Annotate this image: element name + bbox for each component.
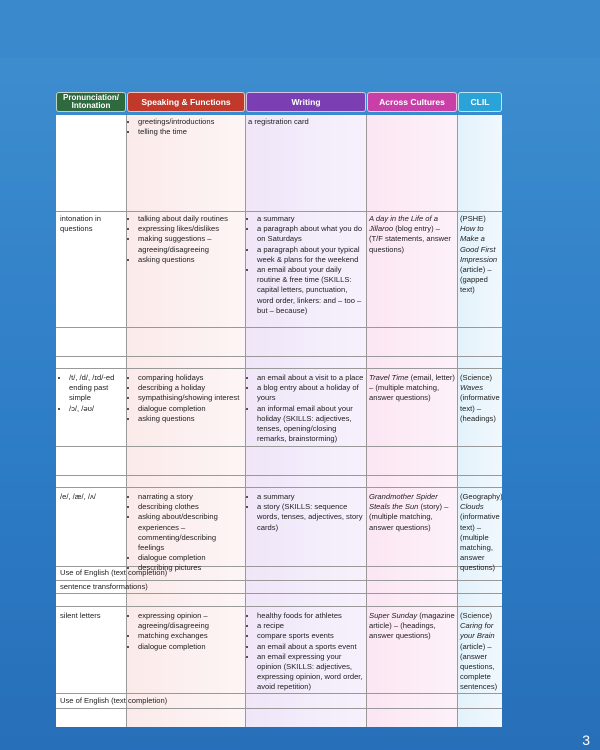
row-divider — [56, 211, 502, 212]
column-headers — [56, 92, 502, 114]
list-item: • describing pictures — [138, 563, 243, 573]
clil-title: Caring for your Brain — [460, 621, 495, 641]
row1-speaking — [129, 117, 243, 137]
reading-title: Grandmother Spider Steals the Sun — [369, 492, 438, 512]
row2-writing — [248, 214, 365, 316]
row3-writing — [248, 373, 365, 444]
list-item: • describing a holiday — [138, 383, 243, 393]
row4-pronunciation: /e/, /æ/, /ʌ/ — [60, 492, 96, 501]
clil-details: (informative text) – (multiple matching, answer questions) — [460, 512, 500, 573]
reading-title: Super Sunday — [369, 611, 418, 620]
list-item: • asking about/describing experiences – commenting/describing feelings — [138, 512, 243, 553]
list-item: • expressing likes/dislikes — [138, 224, 243, 234]
row-divider — [56, 580, 502, 581]
reading-title: A day in the Life of a Jillaroo — [369, 214, 438, 234]
row3-pronunciation — [60, 373, 125, 414]
header-speaking: Speaking & Functions — [127, 92, 245, 112]
list-item: • an email about your daily routine & free time (SKILLS: capital letters, punctuation, word order, linkers: and – too – but – because) — [257, 265, 365, 316]
row-divider — [56, 606, 502, 607]
header-clil: CLIL — [458, 92, 502, 112]
list-item: • a summary — [257, 492, 365, 502]
list-item: • sympathising/showing interest — [138, 393, 243, 403]
list-item: • asking questions — [138, 414, 243, 424]
clil-details: (informative text) – (headings) — [460, 393, 500, 423]
list-item: • a paragraph about what you do on Saturdays — [257, 224, 365, 244]
reading-details: (blog entry) – (T/F statements, answer questions) — [369, 224, 451, 254]
row3-clil — [460, 373, 502, 424]
list-item: • /ɔ/, /əʊ/ — [69, 404, 125, 414]
row5-cultures — [369, 611, 455, 642]
list-item: • a summary — [257, 214, 365, 224]
row-divider — [56, 327, 502, 328]
row4-speaking — [129, 492, 243, 574]
list-item: • a paragraph about your typical week & plans for the weekend — [257, 245, 365, 265]
row2-speaking — [129, 214, 243, 265]
header-across-cultures: Across Cultures — [367, 92, 457, 112]
row3-cultures — [369, 373, 455, 404]
row4-cultures — [369, 492, 455, 533]
row-divider — [56, 708, 502, 709]
list-item: • an email about a visit to a place — [257, 373, 365, 383]
list-item: • an email expressing your opinion (SKILLS: adjectives, expressing opinion, word order, avoid repetition) — [257, 652, 365, 693]
row-divider — [56, 475, 502, 476]
clil-title: Waves — [460, 383, 484, 393]
row2-pronunciation: intonation in questions — [60, 214, 101, 234]
sentence-transformations-line: sentence transformations) — [60, 582, 148, 591]
list-item: • narrating a story — [138, 492, 243, 502]
clil-details: (article) – (gapped text) — [460, 265, 492, 295]
reading-details: (email, letter) – (multiple matching, answer questions) — [369, 373, 455, 403]
list-item: • an informal email about your holiday (SKILLS: adjectives, tenses, opening/closing remarks, brainstorming) — [257, 404, 365, 445]
list-item: • asking questions — [138, 255, 243, 265]
list-item: • expressing opinion – agreeing/disagreeing — [138, 611, 243, 631]
row2-cultures — [369, 214, 455, 255]
list-item: • a recipe — [257, 621, 365, 631]
clil-subject: (Geography) — [460, 492, 503, 501]
list-item: • dialogue completion — [138, 553, 243, 563]
header-pronunciation: Pronunciation/ Intonation — [56, 92, 126, 112]
list-item: • dialogue completion — [138, 642, 243, 652]
row2-clil — [460, 214, 502, 296]
clil-subject: (PSHE) — [460, 214, 486, 223]
column-divider — [457, 115, 458, 727]
list-item: • healthy foods for athletes — [257, 611, 365, 621]
list-item: • comparing holidays — [138, 373, 243, 383]
list-item: • describing clothes — [138, 502, 243, 512]
reading-details: (story) – (multiple matching, answer questions) — [369, 502, 449, 532]
clil-details: (article) – (answer questions, complete sentences) — [460, 641, 498, 692]
row4-clil — [460, 492, 502, 574]
top-banner — [0, 0, 600, 58]
list-item: • greetings/introductions — [138, 117, 243, 127]
row3-speaking — [129, 373, 243, 424]
row-divider — [56, 566, 502, 567]
reading-title: Travel Time — [369, 373, 409, 382]
row4-writing — [248, 492, 365, 533]
list-item: • a story (SKILLS: sequence words, tenses, adjectives, story cards) — [257, 502, 365, 533]
list-item: • telling the time — [138, 127, 243, 137]
clil-title: How to Make a Good First Impression — [460, 224, 498, 264]
column-divider — [366, 115, 367, 727]
header-writing: Writing — [246, 92, 366, 112]
list-item: • /t/, /d/, /ɪd/-ed ending past simple — [69, 373, 125, 404]
page-number: 3 — [582, 732, 590, 748]
row5-speaking — [129, 611, 243, 652]
list-item: • dialogue completion — [138, 404, 243, 414]
reading-details: (magazine article) – (headings, answer questions) — [369, 611, 455, 641]
row-divider — [56, 368, 502, 369]
use-of-english-line: Use of English (text completion) — [60, 696, 168, 705]
row5-writing — [248, 611, 365, 693]
list-item: • matching exchanges — [138, 631, 243, 641]
clil-title: Clouds — [460, 502, 484, 512]
list-item: • talking about daily routines — [138, 214, 243, 224]
row-divider — [56, 693, 502, 694]
clil-subject: (Science) — [460, 611, 493, 620]
row5-clil — [460, 611, 502, 693]
row1-writing: a registration card — [248, 117, 309, 126]
clil-subject: (Science) — [460, 373, 493, 382]
row5-pronunciation: silent letters — [60, 611, 101, 620]
list-item: • making suggestions – agreeing/disagreeing — [138, 234, 243, 254]
list-item: • a blog entry about a holiday of yours — [257, 383, 365, 403]
use-of-english-line: Use of English (text completion) — [60, 568, 168, 577]
row-divider — [56, 593, 502, 594]
list-item: • an email about a sports event — [257, 642, 365, 652]
syllabus-table — [56, 115, 502, 727]
list-item: • compare sports events — [257, 631, 365, 641]
row-divider — [56, 356, 502, 357]
row-divider — [56, 487, 502, 488]
row-divider — [56, 446, 502, 447]
